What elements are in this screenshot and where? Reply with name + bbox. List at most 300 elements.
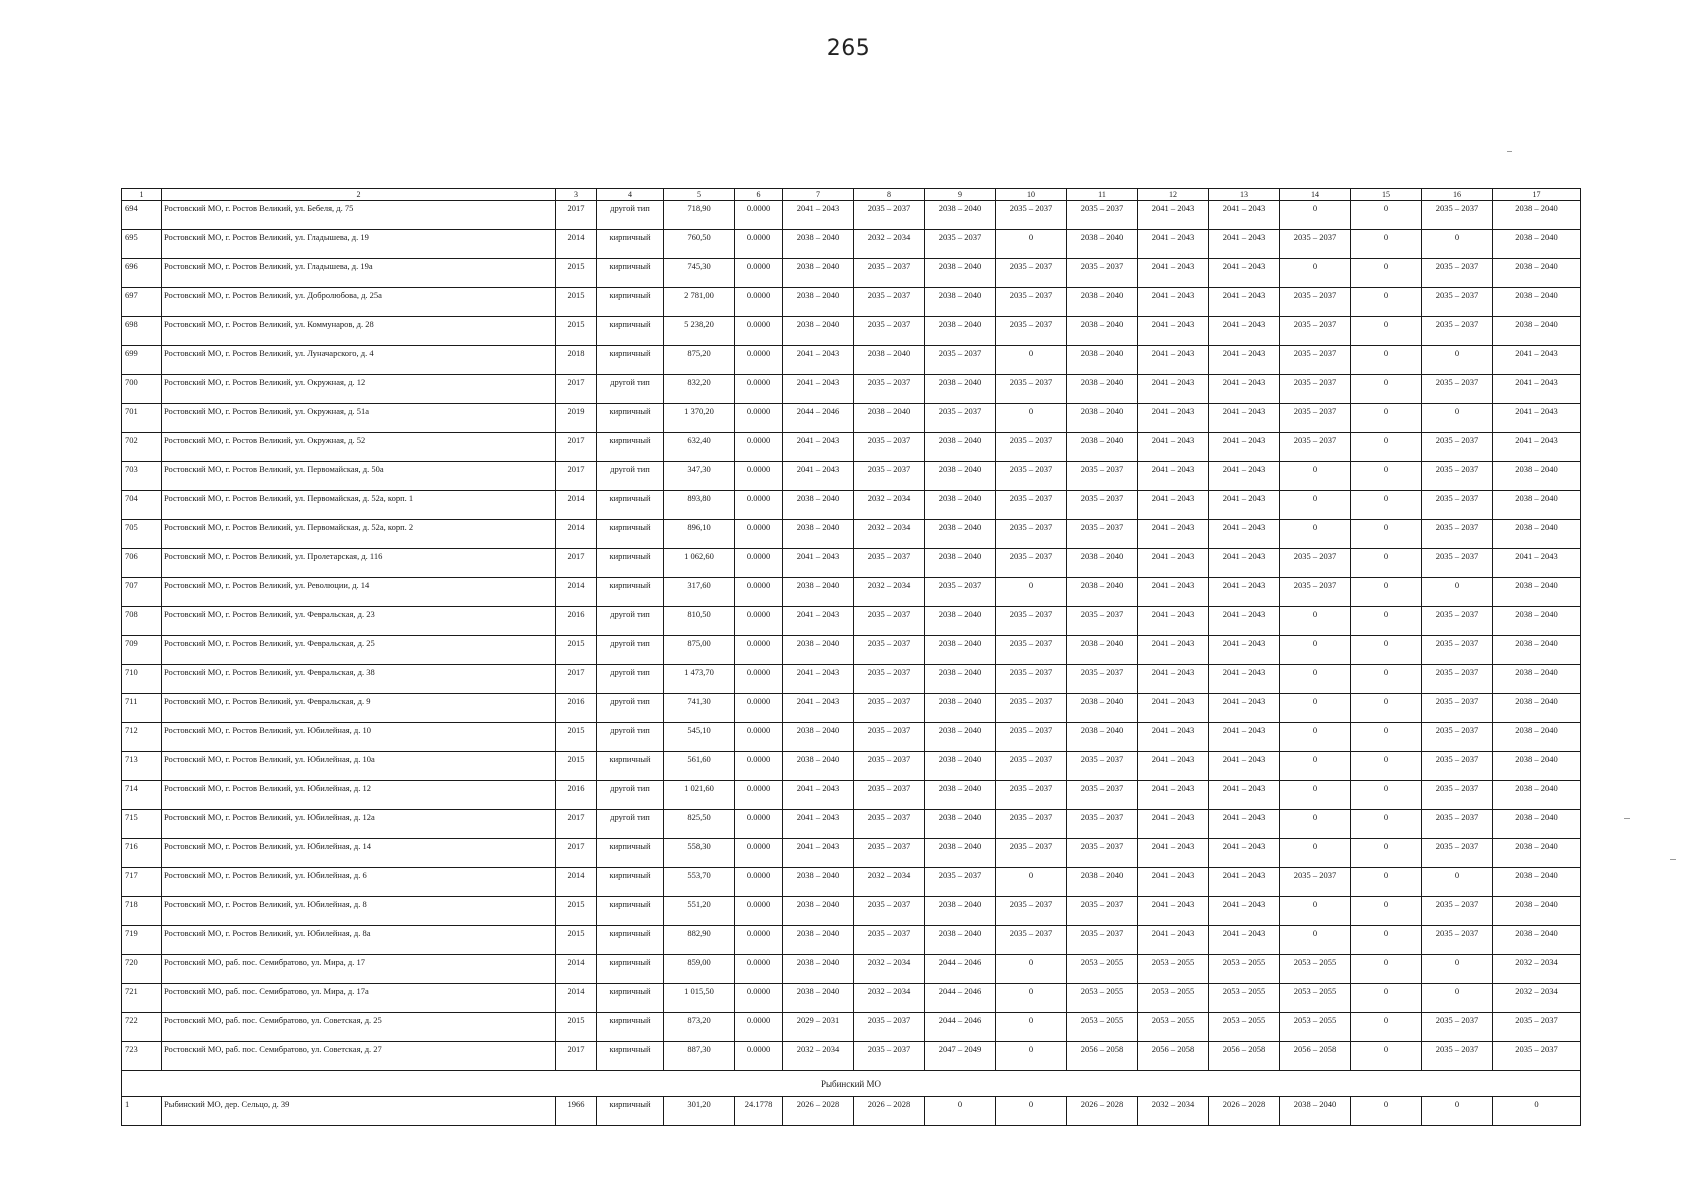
cell-col-14: 0 (1280, 752, 1351, 781)
cell-col-6: 0.0000 (735, 230, 783, 259)
cell-col-7: 2029 – 2031 (783, 1013, 854, 1042)
cell-col-4: кирпичный (597, 955, 664, 984)
cell-col-14: 0 (1280, 665, 1351, 694)
cell-col-4: кирпичный (597, 926, 664, 955)
cell-col-2: Ростовский МО, раб. пос. Семибратово, ул. Мира, д. 17 (162, 955, 556, 984)
cell-col-2: Ростовский МО, г. Ростов Великий, ул. Гладышева, д. 19 (162, 230, 556, 259)
cell-col-14: 2053 – 2055 (1280, 955, 1351, 984)
cell-col-12: 2041 – 2043 (1138, 462, 1209, 491)
cell-col-4: другой тип (597, 375, 664, 404)
cell-col-17: 2041 – 2043 (1493, 549, 1581, 578)
cell-col-7: 2038 – 2040 (783, 926, 854, 955)
table-row (122, 607, 1581, 636)
cell-col-16: 2035 – 2037 (1422, 781, 1493, 810)
table-row (122, 375, 1581, 404)
cell-col-8: 2035 – 2037 (854, 433, 925, 462)
cell-col-9: 2035 – 2037 (925, 578, 996, 607)
table-row (122, 491, 1581, 520)
cell-col-7: 2038 – 2040 (783, 520, 854, 549)
cell-col-16: 0 (1422, 578, 1493, 607)
cell-col-7: 2041 – 2043 (783, 375, 854, 404)
cell-col-1: 722 (122, 1013, 162, 1042)
table-row (122, 868, 1581, 897)
cell-col-6: 0.0000 (735, 578, 783, 607)
cell-col-1: 704 (122, 491, 162, 520)
cell-col-1: 697 (122, 288, 162, 317)
cell-col-2: Ростовский МО, г. Ростов Великий, ул. Юбилейная, д. 14 (162, 839, 556, 868)
cell-col-10: 2035 – 2037 (996, 897, 1067, 926)
cell-col-2: Ростовский МО, г. Ростов Великий, ул. Окружная, д. 52 (162, 433, 556, 462)
cell-col-13: 2041 – 2043 (1209, 607, 1280, 636)
cell-col-9: 2038 – 2040 (925, 694, 996, 723)
cell-col-11: 2035 – 2037 (1067, 752, 1138, 781)
cell-col-3: 2015 (556, 259, 597, 288)
cell-col-4: кирпичный (597, 491, 664, 520)
cell-col-16: 2035 – 2037 (1422, 433, 1493, 462)
cell-col-11: 2026 – 2028 (1067, 1097, 1138, 1126)
cell-col-16: 2035 – 2037 (1422, 723, 1493, 752)
cell-col-17: 2038 – 2040 (1493, 201, 1581, 230)
cell-col-9: 2038 – 2040 (925, 636, 996, 665)
cell-col-6: 0.0000 (735, 259, 783, 288)
cell-col-12: 2041 – 2043 (1138, 839, 1209, 868)
cell-col-14: 2035 – 2037 (1280, 868, 1351, 897)
cell-col-16: 2035 – 2037 (1422, 259, 1493, 288)
cell-col-14: 2053 – 2055 (1280, 1013, 1351, 1042)
cell-col-1: 699 (122, 346, 162, 375)
cell-col-11: 2035 – 2037 (1067, 491, 1138, 520)
cell-col-10: 0 (996, 955, 1067, 984)
table-body (122, 201, 1581, 1126)
cell-col-2: Ростовский МО, г. Ростов Великий, ул. Февральская, д. 23 (162, 607, 556, 636)
cell-col-14: 2035 – 2037 (1280, 404, 1351, 433)
cell-col-3: 2014 (556, 230, 597, 259)
cell-col-12: 2041 – 2043 (1138, 578, 1209, 607)
cell-col-5: 1 015,50 (664, 984, 735, 1013)
cell-col-12: 2041 – 2043 (1138, 752, 1209, 781)
cell-col-5: 558,30 (664, 839, 735, 868)
cell-col-13: 2041 – 2043 (1209, 520, 1280, 549)
column-number-7: 7 (783, 189, 854, 201)
cell-col-5: 2 781,00 (664, 288, 735, 317)
cell-col-1: 694 (122, 201, 162, 230)
cell-col-15: 0 (1351, 839, 1422, 868)
cell-col-6: 0.0000 (735, 665, 783, 694)
cell-col-17: 2038 – 2040 (1493, 781, 1581, 810)
cell-col-13: 2053 – 2055 (1209, 955, 1280, 984)
cell-col-6: 0.0000 (735, 1013, 783, 1042)
cell-col-11: 2035 – 2037 (1067, 607, 1138, 636)
cell-col-13: 2041 – 2043 (1209, 839, 1280, 868)
cell-col-12: 2041 – 2043 (1138, 549, 1209, 578)
cell-col-6: 0.0000 (735, 491, 783, 520)
cell-col-17: 2032 – 2034 (1493, 955, 1581, 984)
cell-col-5: 1 021,60 (664, 781, 735, 810)
cell-col-14: 2035 – 2037 (1280, 433, 1351, 462)
cell-col-8: 2032 – 2034 (854, 984, 925, 1013)
cell-col-11: 2035 – 2037 (1067, 201, 1138, 230)
cell-col-11: 2035 – 2037 (1067, 839, 1138, 868)
cell-col-15: 0 (1351, 375, 1422, 404)
cell-col-12: 2041 – 2043 (1138, 810, 1209, 839)
table-row (122, 984, 1581, 1013)
cell-col-14: 0 (1280, 897, 1351, 926)
cell-col-7: 2044 – 2046 (783, 404, 854, 433)
cell-col-5: 887,30 (664, 1042, 735, 1071)
table-row (122, 839, 1581, 868)
cell-col-8: 2032 – 2034 (854, 230, 925, 259)
table-row (122, 288, 1581, 317)
cell-col-10: 2035 – 2037 (996, 375, 1067, 404)
cell-col-17: 2038 – 2040 (1493, 636, 1581, 665)
cell-col-7: 2041 – 2043 (783, 433, 854, 462)
cell-col-12: 2041 – 2043 (1138, 375, 1209, 404)
cell-col-1: 709 (122, 636, 162, 665)
cell-col-14: 2035 – 2037 (1280, 230, 1351, 259)
cell-col-16: 0 (1422, 1097, 1493, 1126)
cell-col-7: 2038 – 2040 (783, 288, 854, 317)
table-row (122, 549, 1581, 578)
cell-col-3: 2017 (556, 839, 597, 868)
cell-col-3: 2017 (556, 549, 597, 578)
cell-col-17: 2038 – 2040 (1493, 288, 1581, 317)
cell-col-10: 2035 – 2037 (996, 810, 1067, 839)
column-number-12: 12 (1138, 189, 1209, 201)
cell-col-1: 703 (122, 462, 162, 491)
cell-col-10: 2035 – 2037 (996, 781, 1067, 810)
cell-col-17: 2038 – 2040 (1493, 665, 1581, 694)
cell-col-5: 1 062,60 (664, 549, 735, 578)
scan-mark (1624, 818, 1630, 819)
cell-col-9: 2038 – 2040 (925, 549, 996, 578)
table-row (122, 897, 1581, 926)
cell-col-17: 2038 – 2040 (1493, 723, 1581, 752)
cell-col-7: 2041 – 2043 (783, 810, 854, 839)
cell-col-3: 2014 (556, 984, 597, 1013)
cell-col-10: 2035 – 2037 (996, 665, 1067, 694)
cell-col-7: 2038 – 2040 (783, 317, 854, 346)
cell-col-10: 2035 – 2037 (996, 549, 1067, 578)
cell-col-17: 2035 – 2037 (1493, 1013, 1581, 1042)
cell-col-12: 2041 – 2043 (1138, 433, 1209, 462)
cell-col-3: 2015 (556, 317, 597, 346)
cell-col-15: 0 (1351, 607, 1422, 636)
cell-col-14: 0 (1280, 839, 1351, 868)
cell-col-7: 2041 – 2043 (783, 694, 854, 723)
cell-col-16: 2035 – 2037 (1422, 839, 1493, 868)
cell-col-15: 0 (1351, 433, 1422, 462)
cell-col-9: 2035 – 2037 (925, 230, 996, 259)
cell-col-10: 2035 – 2037 (996, 462, 1067, 491)
cell-col-6: 0.0000 (735, 1042, 783, 1071)
cell-col-1: 718 (122, 897, 162, 926)
cell-col-8: 2035 – 2037 (854, 839, 925, 868)
cell-col-7: 2038 – 2040 (783, 897, 854, 926)
cell-col-12: 2053 – 2055 (1138, 984, 1209, 1013)
cell-col-8: 2035 – 2037 (854, 694, 925, 723)
cell-col-12: 2041 – 2043 (1138, 781, 1209, 810)
cell-col-15: 0 (1351, 752, 1422, 781)
cell-col-10: 2035 – 2037 (996, 636, 1067, 665)
cell-col-1: 707 (122, 578, 162, 607)
column-number-11: 11 (1067, 189, 1138, 201)
cell-col-8: 2035 – 2037 (854, 375, 925, 404)
cell-col-13: 2041 – 2043 (1209, 230, 1280, 259)
cell-col-6: 0.0000 (735, 694, 783, 723)
cell-col-4: кирпичный (597, 839, 664, 868)
cell-col-13: 2041 – 2043 (1209, 375, 1280, 404)
cell-col-5: 896,10 (664, 520, 735, 549)
cell-col-3: 2015 (556, 752, 597, 781)
cell-col-13: 2041 – 2043 (1209, 723, 1280, 752)
cell-col-7: 2038 – 2040 (783, 984, 854, 1013)
cell-col-17: 2041 – 2043 (1493, 346, 1581, 375)
cell-col-8: 2032 – 2034 (854, 868, 925, 897)
cell-col-17: 2038 – 2040 (1493, 926, 1581, 955)
page-number: 265 (826, 36, 871, 61)
cell-col-15: 0 (1351, 955, 1422, 984)
cell-col-15: 0 (1351, 868, 1422, 897)
table-row (122, 346, 1581, 375)
cell-col-10: 0 (996, 230, 1067, 259)
cell-col-2: Ростовский МО, г. Ростов Великий, ул. Февральская, д. 25 (162, 636, 556, 665)
cell-col-12: 2041 – 2043 (1138, 520, 1209, 549)
cell-col-3: 2014 (556, 955, 597, 984)
cell-col-6: 0.0000 (735, 549, 783, 578)
cell-col-9: 2038 – 2040 (925, 723, 996, 752)
cell-col-1: 702 (122, 433, 162, 462)
cell-col-1: 716 (122, 839, 162, 868)
cell-col-16: 2035 – 2037 (1422, 926, 1493, 955)
cell-col-13: 2041 – 2043 (1209, 346, 1280, 375)
cell-col-5: 832,20 (664, 375, 735, 404)
cell-col-6: 0.0000 (735, 810, 783, 839)
cell-col-16: 2035 – 2037 (1422, 317, 1493, 346)
cell-col-11: 2038 – 2040 (1067, 375, 1138, 404)
cell-col-10: 0 (996, 1013, 1067, 1042)
column-number-8: 8 (854, 189, 925, 201)
cell-col-15: 0 (1351, 665, 1422, 694)
cell-col-7: 2041 – 2043 (783, 839, 854, 868)
register-table (121, 188, 1581, 1126)
cell-col-3: 2015 (556, 926, 597, 955)
cell-col-6: 0.0000 (735, 839, 783, 868)
cell-col-7: 2041 – 2043 (783, 346, 854, 375)
cell-col-9: 2038 – 2040 (925, 897, 996, 926)
cell-col-8: 2035 – 2037 (854, 1013, 925, 1042)
cell-col-3: 2014 (556, 868, 597, 897)
cell-col-12: 2041 – 2043 (1138, 723, 1209, 752)
cell-col-8: 2032 – 2034 (854, 578, 925, 607)
cell-col-1: 720 (122, 955, 162, 984)
cell-col-14: 0 (1280, 810, 1351, 839)
cell-col-4: кирпичный (597, 1013, 664, 1042)
table-row (122, 781, 1581, 810)
cell-col-14: 2053 – 2055 (1280, 984, 1351, 1013)
cell-col-8: 2035 – 2037 (854, 897, 925, 926)
column-number-3: 3 (556, 189, 597, 201)
cell-col-2: Рыбинский МО, дер. Сельцо, д. 39 (162, 1097, 556, 1126)
cell-col-10: 0 (996, 868, 1067, 897)
column-number-4: 4 (597, 189, 664, 201)
cell-col-8: 2035 – 2037 (854, 549, 925, 578)
cell-col-14: 0 (1280, 926, 1351, 955)
cell-col-3: 2015 (556, 288, 597, 317)
cell-col-17: 2038 – 2040 (1493, 462, 1581, 491)
cell-col-6: 0.0000 (735, 317, 783, 346)
cell-col-13: 2041 – 2043 (1209, 201, 1280, 230)
cell-col-11: 2038 – 2040 (1067, 694, 1138, 723)
cell-col-11: 2038 – 2040 (1067, 404, 1138, 433)
cell-col-1: 698 (122, 317, 162, 346)
cell-col-1: 696 (122, 259, 162, 288)
cell-col-3: 2018 (556, 346, 597, 375)
scan-mark (1670, 859, 1676, 860)
cell-col-13: 2041 – 2043 (1209, 317, 1280, 346)
cell-col-9: 0 (925, 1097, 996, 1126)
column-number-row (122, 189, 1581, 201)
cell-col-12: 2041 – 2043 (1138, 404, 1209, 433)
cell-col-3: 2014 (556, 491, 597, 520)
cell-col-1: 715 (122, 810, 162, 839)
table-row (122, 723, 1581, 752)
cell-col-13: 2041 – 2043 (1209, 549, 1280, 578)
cell-col-7: 2038 – 2040 (783, 636, 854, 665)
cell-col-5: 893,80 (664, 491, 735, 520)
cell-col-6: 0.0000 (735, 462, 783, 491)
cell-col-1: 700 (122, 375, 162, 404)
cell-col-4: кирпичный (597, 1097, 664, 1126)
cell-col-1: 711 (122, 694, 162, 723)
cell-col-4: кирпичный (597, 868, 664, 897)
cell-col-7: 2041 – 2043 (783, 201, 854, 230)
cell-col-15: 0 (1351, 723, 1422, 752)
cell-col-12: 2041 – 2043 (1138, 317, 1209, 346)
cell-col-16: 2035 – 2037 (1422, 520, 1493, 549)
table-row (122, 1097, 1581, 1126)
cell-col-5: 760,50 (664, 230, 735, 259)
cell-col-7: 2041 – 2043 (783, 607, 854, 636)
cell-col-5: 1 473,70 (664, 665, 735, 694)
cell-col-13: 2041 – 2043 (1209, 259, 1280, 288)
cell-col-7: 2041 – 2043 (783, 462, 854, 491)
cell-col-11: 2038 – 2040 (1067, 230, 1138, 259)
cell-col-4: другой тип (597, 723, 664, 752)
cell-col-3: 2017 (556, 201, 597, 230)
cell-col-14: 2035 – 2037 (1280, 288, 1351, 317)
cell-col-15: 0 (1351, 230, 1422, 259)
cell-col-6: 0.0000 (735, 636, 783, 665)
column-number-2: 2 (162, 189, 556, 201)
cell-col-11: 2038 – 2040 (1067, 549, 1138, 578)
cell-col-9: 2035 – 2037 (925, 346, 996, 375)
cell-col-13: 2041 – 2043 (1209, 433, 1280, 462)
cell-col-4: другой тип (597, 636, 664, 665)
table-row (122, 462, 1581, 491)
cell-col-15: 0 (1351, 346, 1422, 375)
cell-col-10: 0 (996, 984, 1067, 1013)
cell-col-9: 2038 – 2040 (925, 433, 996, 462)
cell-col-8: 2038 – 2040 (854, 346, 925, 375)
cell-col-16: 0 (1422, 346, 1493, 375)
cell-col-13: 2041 – 2043 (1209, 288, 1280, 317)
cell-col-16: 2035 – 2037 (1422, 752, 1493, 781)
column-number-15: 15 (1351, 189, 1422, 201)
cell-col-17: 2038 – 2040 (1493, 868, 1581, 897)
column-number-9: 9 (925, 189, 996, 201)
cell-col-10: 2035 – 2037 (996, 607, 1067, 636)
cell-col-11: 2038 – 2040 (1067, 723, 1138, 752)
cell-col-4: другой тип (597, 607, 664, 636)
cell-col-6: 0.0000 (735, 926, 783, 955)
cell-col-3: 2016 (556, 607, 597, 636)
cell-col-5: 545,10 (664, 723, 735, 752)
cell-col-8: 2035 – 2037 (854, 723, 925, 752)
cell-col-15: 0 (1351, 259, 1422, 288)
cell-col-1: 717 (122, 868, 162, 897)
cell-col-5: 347,30 (664, 462, 735, 491)
cell-col-7: 2038 – 2040 (783, 259, 854, 288)
cell-col-16: 0 (1422, 868, 1493, 897)
cell-col-7: 2041 – 2043 (783, 549, 854, 578)
column-number-10: 10 (996, 189, 1067, 201)
cell-col-17: 2038 – 2040 (1493, 317, 1581, 346)
cell-col-13: 2026 – 2028 (1209, 1097, 1280, 1126)
cell-col-6: 0.0000 (735, 433, 783, 462)
cell-col-2: Ростовский МО, г. Ростов Великий, ул. Юбилейная, д. 10а (162, 752, 556, 781)
cell-col-4: кирпичный (597, 259, 664, 288)
table-row (122, 1013, 1581, 1042)
cell-col-17: 2041 – 2043 (1493, 404, 1581, 433)
table-row (122, 317, 1581, 346)
cell-col-13: 2041 – 2043 (1209, 752, 1280, 781)
cell-col-9: 2038 – 2040 (925, 781, 996, 810)
cell-col-14: 0 (1280, 462, 1351, 491)
cell-col-6: 0.0000 (735, 984, 783, 1013)
cell-col-8: 2035 – 2037 (854, 259, 925, 288)
cell-col-8: 2035 – 2037 (854, 810, 925, 839)
cell-col-10: 2035 – 2037 (996, 839, 1067, 868)
cell-col-10: 2035 – 2037 (996, 288, 1067, 317)
cell-col-6: 0.0000 (735, 868, 783, 897)
cell-col-4: кирпичный (597, 230, 664, 259)
cell-col-11: 2035 – 2037 (1067, 520, 1138, 549)
cell-col-9: 2038 – 2040 (925, 839, 996, 868)
cell-col-14: 0 (1280, 607, 1351, 636)
cell-col-9: 2038 – 2040 (925, 317, 996, 346)
cell-col-5: 551,20 (664, 897, 735, 926)
cell-col-9: 2038 – 2040 (925, 607, 996, 636)
cell-col-13: 2041 – 2043 (1209, 897, 1280, 926)
cell-col-10: 2035 – 2037 (996, 317, 1067, 346)
cell-col-17: 2038 – 2040 (1493, 578, 1581, 607)
column-number-1: 1 (122, 189, 162, 201)
cell-col-16: 2035 – 2037 (1422, 607, 1493, 636)
cell-col-17: 2038 – 2040 (1493, 897, 1581, 926)
cell-col-15: 0 (1351, 317, 1422, 346)
table-row (122, 578, 1581, 607)
cell-col-8: 2035 – 2037 (854, 462, 925, 491)
cell-col-3: 2017 (556, 810, 597, 839)
column-number-13: 13 (1209, 189, 1280, 201)
cell-col-4: другой тип (597, 810, 664, 839)
cell-col-7: 2038 – 2040 (783, 752, 854, 781)
cell-col-7: 2026 – 2028 (783, 1097, 854, 1126)
cell-col-4: кирпичный (597, 578, 664, 607)
cell-col-10: 2035 – 2037 (996, 201, 1067, 230)
cell-col-1: 701 (122, 404, 162, 433)
cell-col-2: Ростовский МО, г. Ростов Великий, ул. Первомайская, д. 52а, корп. 1 (162, 491, 556, 520)
